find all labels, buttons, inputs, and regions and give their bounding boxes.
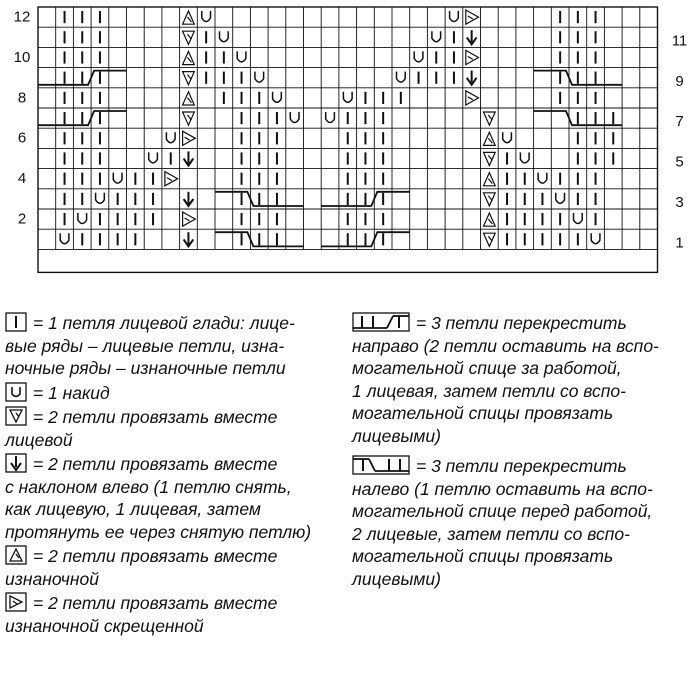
legend-k2tog (5, 406, 340, 451)
knit-stitch-icon (5, 312, 27, 332)
p2tog-line1: = 2 петли провязать вместе (33, 546, 278, 566)
cross-right-line2: направо (2 петли оставить на вспо- (352, 335, 659, 356)
ssk-line4: протянуть ее через снятую петлю) (5, 521, 312, 542)
ssk-line2: с наклоном влево (1 петлю снять, (5, 476, 292, 497)
knit-stitch-line3: ночные ряды – изнаночные петли (5, 358, 286, 378)
knitting-chart (0, 0, 700, 300)
p2tog-line2: изнаночной (5, 568, 99, 589)
legend-ssk (5, 453, 340, 543)
row-label-left: 6 (17, 129, 27, 147)
p2tog-tbl-line2: изнаночной скрещенной (5, 615, 204, 636)
row-label-right: 5 (675, 153, 684, 171)
row-label-left: 12 (13, 8, 31, 26)
row-label-left: 2 (17, 210, 27, 228)
cross-right-line4: 1 лицевая, затем петли со вспо- (352, 380, 626, 401)
row-label-right: 9 (675, 72, 684, 90)
cross-left-line3: могательной спице перед работой, (352, 501, 653, 521)
cross-left-line5: могательной спицы провязать (352, 546, 614, 566)
row-label-right: 7 (675, 113, 684, 131)
cross-right-line3: могательной спице за работой, (352, 358, 622, 378)
row-label-right: 3 (675, 193, 684, 211)
ssk-arrow-icon (5, 453, 27, 473)
cross-right-line6: лицевыми) (352, 425, 441, 446)
k2tog-line2: лицевой (5, 429, 73, 450)
yarn-over-icon (5, 382, 27, 402)
k2tog-icon (5, 406, 27, 426)
ssk-line1: = 2 петли провязать вместе (33, 454, 278, 474)
knit-stitch-line1: = 1 петля лицевой глади: лице- (33, 313, 295, 333)
p2tog-tbl-line1: = 2 петли провязать вместе (33, 593, 278, 613)
k2tog-line1: = 2 петли провязать вместе (33, 407, 278, 427)
row-label-right: 11 (671, 32, 688, 50)
row-label-left: 10 (13, 48, 31, 66)
cross-right-icon (352, 312, 410, 332)
knit-stitch-line2: вые ряды – лицевые петли, изна- (5, 335, 285, 356)
legend-knit-stitch (5, 312, 340, 380)
legend-p2tog (5, 545, 340, 590)
legend-cross-right (352, 312, 692, 447)
legend-p2tog-tbl (5, 592, 340, 637)
row-label-right: 1 (675, 234, 684, 252)
p2tog-tbl-icon (5, 592, 27, 612)
row-label-left: 8 (17, 89, 27, 107)
legend-right-column (352, 312, 692, 592)
cross-left-line6: лицевыми) (352, 568, 441, 589)
cross-right-line1: = 3 петли перекрестить (416, 313, 627, 333)
cross-left-icon (352, 455, 410, 475)
legend-cross-left (352, 455, 692, 590)
p2tog-icon (5, 545, 27, 565)
cross-left-line2: налево (1 петлю оставить на вспо- (352, 478, 653, 499)
cross-left-line4: 2 лицевые, затем петли со вспо- (352, 523, 630, 544)
chart-grid (0, 0, 700, 300)
legend-yarn-over (5, 382, 340, 405)
cross-right-line5: могательной спицы провязать (352, 403, 614, 423)
legend-left-column (5, 312, 340, 639)
cross-left-line1: = 3 петли перекрестить (416, 456, 627, 476)
ssk-line3: как лицевую, 1 лицевая, затем (5, 499, 261, 519)
row-label-left: 4 (17, 170, 27, 188)
yarn-over-text: = 1 накид (33, 382, 110, 403)
